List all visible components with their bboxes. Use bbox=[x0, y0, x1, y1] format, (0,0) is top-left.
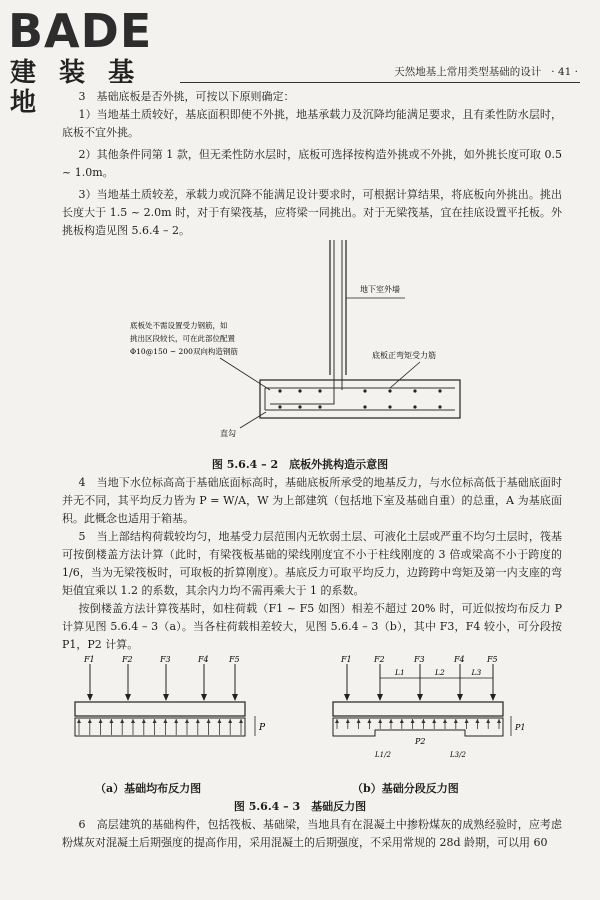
note-leader bbox=[220, 358, 270, 390]
section-3-item-2: 2）其他条件同第 1 款，但无柔性防水层时，底板可选择按构造外挑或不外挑，如外挑长度可取 0.5 ~ 1.0m。 bbox=[62, 148, 562, 179]
reaction-arrowhead bbox=[142, 719, 146, 723]
load-label: F2 bbox=[374, 655, 385, 664]
reaction-arrowhead bbox=[174, 719, 178, 723]
load-arrowhead bbox=[344, 694, 350, 701]
span-label: L1 bbox=[395, 668, 405, 677]
section-3-item-3: 3）当地基土质较差，承载力或沉降不能满足设计要求时，可根据计算结果，将底板向外挑出。挑出长度大于 1.5 ~ 2.0m 时，对于有梁筏基，应将梁一同挑出。对于无梁筏基，宜在挂底设置平托板。外挑板构造见图 5.6.4 – 2。 bbox=[62, 188, 562, 237]
reaction-arrowhead bbox=[77, 719, 81, 723]
load-label: F1 bbox=[341, 655, 352, 664]
reaction-arrowhead bbox=[239, 719, 243, 723]
figure-1-caption: 图 5.6.4 – 2 底板外挑构造示意图 bbox=[211, 458, 389, 471]
load-arrowhead bbox=[87, 694, 93, 701]
running-header bbox=[394, 64, 578, 79]
load-arrowhead bbox=[490, 694, 496, 701]
load-label: F3 bbox=[414, 655, 425, 664]
half-span-label-1: L1/2 bbox=[375, 751, 391, 759]
reaction-arrowhead bbox=[196, 719, 200, 723]
reaction-arrowhead bbox=[228, 719, 232, 723]
reaction-arrowhead bbox=[475, 719, 479, 723]
header-rule bbox=[180, 82, 580, 83]
beam-a bbox=[75, 702, 245, 716]
section-3-item-1: 1）当地基土质较好，基底面积即使不外挑，地基承载力及沉降均能满足要求，且有柔性防水层时，底板不宜外挑。 bbox=[62, 108, 562, 139]
load-label: F2 bbox=[122, 655, 133, 664]
figure-slab-overhang bbox=[120, 240, 480, 440]
reaction-arrowhead bbox=[185, 719, 189, 723]
reaction-arrowhead bbox=[411, 719, 415, 723]
reaction-arrowhead bbox=[378, 719, 382, 723]
reaction-arrowhead bbox=[335, 719, 339, 723]
reaction-arrowhead bbox=[207, 719, 211, 723]
load-arrowhead bbox=[377, 694, 383, 701]
reaction-arrowhead bbox=[109, 719, 113, 723]
wall-rebar-outer bbox=[270, 240, 334, 404]
section-4: 4 当地下水位标高高于基础底面标高时，基础底板所承受的地基反力，与水位标高低于基础底面时并无不同，其平均反力皆为 P = W/A，W 为上部建筑（包括地下室及基础自重）的总重，A 为基底面积。此概念也适用于箱基。 bbox=[62, 476, 562, 525]
load-arrowhead bbox=[417, 694, 423, 701]
rebar-leader bbox=[390, 362, 420, 388]
reaction-arrowhead bbox=[131, 719, 135, 723]
reaction-arrowhead bbox=[120, 719, 124, 723]
reaction-label-p2: P2 bbox=[415, 737, 426, 746]
reaction-arrowhead bbox=[367, 719, 371, 723]
section-5: 5 当上部结构荷载较均匀，地基受力层范围内无软弱土层、可液化土层或严重不均匀土层时，筏基可按倒楼盖方法计算（此时，有梁筏板基础的梁线刚度宜不小于柱线刚度的 3 倍或梁高不小于跨度的 1/6，当为无梁筏板时，可取板的折算刚度）。基底反力可取平均反力，边跨跨中弯矩及第一内支座的弯矩值宜乘以 1.2 的系数，其余内力均不需再乘大于 1 的系数。 bbox=[62, 530, 562, 597]
reaction-arrowhead bbox=[454, 719, 458, 723]
reaction-label-p1: P1 bbox=[515, 723, 526, 732]
reaction-arrowhead bbox=[400, 719, 404, 723]
reaction-arrowhead bbox=[163, 719, 167, 723]
reaction-arrowhead bbox=[346, 719, 350, 723]
load-arrowhead bbox=[457, 694, 463, 701]
note-line-2: 挑出区段较长，可在此部位配置 bbox=[130, 334, 235, 343]
load-label: F5 bbox=[229, 655, 240, 664]
reaction-arrowhead bbox=[99, 719, 103, 723]
load-label: F1 bbox=[84, 655, 95, 664]
hook-leader bbox=[240, 412, 266, 428]
note-line-1: 底板处不需设置受力钢筋，如 bbox=[130, 321, 228, 330]
hook-label: 直勾 bbox=[220, 429, 236, 438]
reaction-arrowhead bbox=[389, 719, 393, 723]
span-label: L3 bbox=[471, 668, 482, 677]
reaction-arrows-b bbox=[335, 719, 501, 729]
half-span-label-2: L3/2 bbox=[450, 751, 466, 759]
load-arrows-a bbox=[83, 655, 240, 701]
load-label: F3 bbox=[160, 655, 171, 664]
rebar-dots bbox=[278, 389, 441, 408]
base-slab bbox=[260, 380, 460, 418]
section-3-title: 3 基础底板是否外挑，可按以下原则确定： bbox=[78, 90, 295, 103]
figure-a-caption: （a）基础均布反力图 bbox=[95, 782, 202, 795]
note-line-3: Φ10@150 ~ 200双向构造钢筋 bbox=[130, 347, 238, 356]
figure-segmented-reaction bbox=[325, 652, 530, 777]
reaction-arrowhead bbox=[432, 719, 436, 723]
logo-wordmark: BADE bbox=[8, 4, 153, 58]
reaction-arrowhead bbox=[153, 719, 157, 723]
reaction-arrowhead bbox=[217, 719, 221, 723]
logo-subtitle: 建 装 基 地 bbox=[10, 58, 142, 118]
rebar-label: 底板正弯矩受力筋 bbox=[372, 351, 436, 360]
reaction-arrowhead bbox=[443, 719, 447, 723]
figure-uniform-reaction bbox=[65, 652, 275, 777]
section-6: 6 高层建筑的基础构件，包括筏板、基础梁，当地具有在混凝土中掺粉煤灰的成熟经验时，应考虑粉煤灰对混凝土后期强度的提高作用，采用混凝土的后期强度，不采用常规的 28d 龄期，可以用 60 bbox=[62, 818, 562, 849]
beam-b bbox=[333, 702, 503, 716]
load-arrowhead bbox=[201, 694, 207, 701]
figure-2-caption: 图 5.6.4 – 3 基础反力图 bbox=[233, 800, 367, 813]
load-arrowhead bbox=[125, 694, 131, 701]
load-label: F5 bbox=[487, 655, 498, 664]
load-label: F4 bbox=[198, 655, 209, 664]
reaction-arrowhead bbox=[357, 719, 361, 723]
reaction-arrowhead bbox=[88, 719, 92, 723]
running-title: 天然地基上常用类型基础的设计 bbox=[394, 66, 542, 78]
reaction-label-a: P bbox=[259, 723, 266, 733]
page-number: · 41 · bbox=[551, 66, 578, 78]
reaction-arrowhead bbox=[497, 719, 501, 723]
load-arrowhead bbox=[232, 694, 238, 701]
reaction-arrowhead bbox=[465, 719, 469, 723]
figure-b-caption: （b）基础分段反力图 bbox=[352, 782, 459, 795]
reaction-arrowhead bbox=[421, 719, 425, 723]
section-5-note: 按倒楼盖方法计算筏基时，如柱荷载（F1 ~ F5 如图）相差不超过 20% 时，可近似按均布反力 P 计算见图 5.6.4 – 3（a）。当各柱荷载相差较大，见图 5.6.4 – 3（b），其中 F3，F4 较小，可分段按 P1，P2 计算。 bbox=[62, 602, 562, 651]
reaction-arrows-a bbox=[77, 719, 243, 735]
span-label: L2 bbox=[435, 668, 445, 677]
reaction-arrowhead bbox=[486, 719, 490, 723]
span-labels-b bbox=[380, 668, 493, 678]
wall-label: 地下室外墙 bbox=[360, 285, 400, 294]
load-arrowhead bbox=[163, 694, 169, 701]
load-label: F4 bbox=[454, 655, 465, 664]
